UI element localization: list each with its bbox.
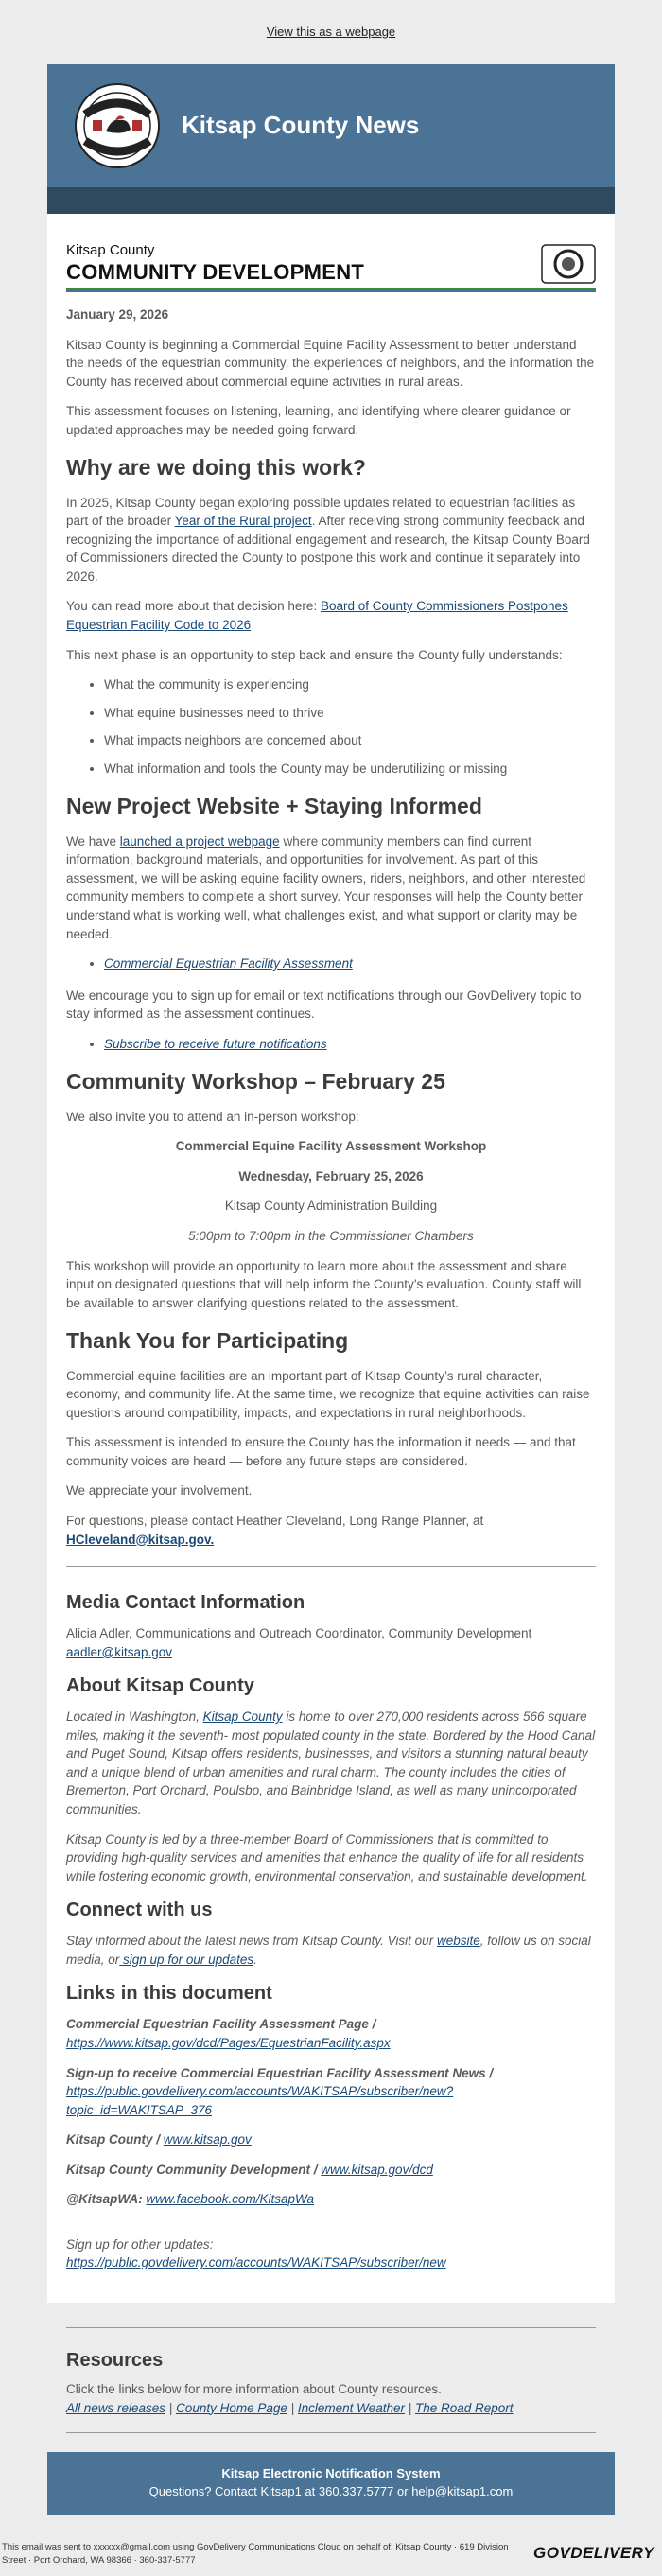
footer-spacer	[47, 2515, 615, 2532]
intro-paragraph-2: This assessment focuses on listening, learning, and identifying where clearer guidance or updated approaches may be needed going forward.	[66, 404, 571, 437]
link-entry	[66, 2015, 596, 2052]
footer-contact	[47, 2483, 615, 2501]
year-of-rural-link[interactable]: Year of the Rural project	[174, 514, 312, 529]
aadler-email-link[interactable]: aadler@kitsap.gov	[66, 1644, 173, 1659]
media-heading: Media Contact Information	[66, 1592, 305, 1614]
top-bar	[0, 0, 662, 64]
workshop-time: 5:00pm to 7:00pm in the Commissioner Chambers	[188, 1228, 474, 1243]
header-dark-band	[47, 187, 615, 214]
why-p1-text-b: . After receiving strong community feedback and recognizing the importance of additional engagement and research, the Kitsap County Board of Commissioners directed the County to postpone this work and continue it separately into 2026.	[66, 514, 590, 584]
inclement-weather-link[interactable]: Inclement Weather	[297, 2400, 405, 2415]
list-item	[104, 955, 596, 973]
workshop-invite: We also invite you to attend an in-person workshop:	[66, 1109, 359, 1124]
website-paragraph-2: We encourage you to sign up for email or text notifications through our GovDelivery topic to stay informed as the assessment continues.	[66, 988, 582, 1022]
assessment-link-list	[66, 955, 596, 973]
kitsap-county-link[interactable]: Kitsap County	[202, 1709, 283, 1725]
website-paragraph-1	[66, 832, 596, 943]
separator: |	[404, 2400, 415, 2415]
resources-section	[47, 2303, 615, 2452]
blue-rule	[66, 290, 596, 292]
signup-url-link[interactable]: https://public.govdelivery.com/accounts/WAKITSAP/subscriber/new	[66, 2255, 446, 2270]
about-paragraph-1	[66, 1708, 596, 1818]
govdelivery-logo[interactable]: GOVDELIVERY	[533, 2544, 654, 2563]
notification-footer	[47, 2452, 615, 2515]
department-seal-icon	[541, 244, 596, 284]
govdelivery-bottom-bar	[0, 2532, 662, 2576]
link-label: Commercial Equestrian Facility Assessment Page /	[66, 2017, 376, 2032]
list-item: • What the community is experiencing	[104, 675, 596, 694]
department-kicker: Kitsap County	[66, 242, 155, 258]
sent-to-line-1: This email was sent to xxxxxx@gmail.com using GovDelivery Communications Cloud on behalf of: Kitsap County · 619 Division	[2, 2541, 509, 2552]
website-p1-text-a: We have	[66, 833, 120, 849]
why-p1-text-a: In 2025, Kitsap County began exploring possible updates related to equestrian facilities as part of the broader	[66, 495, 576, 529]
about-paragraph-2: Kitsap County is led by a three-member Board of Commissioners that is committed to providing high-quality services and amenities that enhance the quality of life for all residents while fostering economic growth, environmental conservation, and sustainable development.	[66, 1831, 588, 1884]
why-p2-text: You can read more about that decision here:	[66, 599, 321, 614]
connect-text-c: .	[253, 1952, 257, 1967]
resources-heading: Resources	[66, 2350, 164, 2371]
list-item: • What equine businesses need to thrive	[104, 704, 596, 723]
about-p1-text-b: is home to over 270,000 residents across 566 square miles, making it the seventh- most populated county in the state. Bordered by the Hood Canal and Puget Sound, Kitsap offers residents, businesses, and visitors a stunning natural beauty and a unique blend of urban amenities and rural charm. The county includes the cities of Bremerton, Port Orchard, Poulsbo, and Bainbridge Island, as well as many unincorporated communities.	[66, 1709, 596, 1816]
why-paragraph-3: This next phase is an opportunity to step back and ensure the County fully understands:	[66, 647, 563, 662]
footer-contact-text: Questions? Contact Kitsap1 at 360.337.5777 or	[148, 2483, 412, 2498]
resources-bottom-divider	[66, 2432, 596, 2433]
link-label: @KitsapWA:	[66, 2192, 147, 2207]
about-heading: About Kitsap County	[66, 1675, 254, 1697]
resources-top-divider	[66, 2327, 596, 2328]
release-date: January 29, 2026	[66, 307, 169, 322]
news-header	[47, 64, 615, 187]
connect-heading: Connect with us	[66, 1900, 213, 1921]
link-url[interactable]: www.facebook.com/KitsapWa	[146, 2192, 314, 2207]
link-url[interactable]: https://public.govdelivery.com/accounts/WAKITSAP/subscriber/new?topic_id=WAKITSAP_376	[66, 2084, 454, 2117]
link-url[interactable]: https://www.kitsap.gov/dcd/Pages/EquestrianFacility.aspx	[66, 2035, 391, 2050]
list-item	[104, 1035, 596, 1054]
website-p1-text-b: where community members can find current information, background materials, and opportunities for involvement. As part of this assessment, we will be asking equine facility owners, riders, neighbors, and other interested community members to complete a short survey. Your responses will help the County better understand what is working well, what challenges exist, and what support or clarity may be needed.	[66, 833, 586, 941]
why-heading: Why are we doing this work?	[66, 455, 366, 481]
workshop-name: Commercial Equine Facility Assessment Workshop	[175, 1139, 487, 1154]
main-content	[47, 214, 615, 2303]
about-p1-text-a: Located in Washington,	[66, 1709, 203, 1725]
project-webpage-link[interactable]: launched a project webpage	[119, 833, 280, 849]
thanks-heading: Thank You for Participating	[66, 1328, 349, 1354]
link-entry	[66, 2190, 596, 2209]
section-divider	[66, 1566, 596, 1567]
website-link[interactable]: website	[436, 1934, 480, 1949]
thanks-paragraph-3: We appreciate your involvement.	[66, 1483, 253, 1498]
workshop-heading: Community Workshop – February 25	[66, 1069, 445, 1095]
sign-up-updates-link[interactable]: sign up for our updates	[119, 1952, 254, 1967]
hcleveland-email-link[interactable]: HCleveland@kitsap.gov.	[66, 1532, 215, 1547]
intro-paragraph-1: Kitsap County is beginning a Commercial Equine Facility Assessment to better understand the needs of the equestrian community, the experiences of neighbors, and the information the County has received about commercial equine activities in rural areas.	[66, 337, 595, 389]
link-entry	[66, 2161, 596, 2180]
assessment-page-link[interactable]: Commercial Equestrian Facility Assessment	[104, 956, 353, 972]
workshop-paragraph-2: This workshop will provide an opportunity to learn more about the assessment and share input on designated questions that will help inform the County’s evaluation. County staff will be available to answer clarifying questions related to the assessment.	[66, 1258, 582, 1310]
workshop-place: Kitsap County Administration Building	[224, 1199, 438, 1214]
workshop-date: Wednesday, February 25, 2026	[238, 1168, 424, 1183]
thanks-paragraph-1: Commercial equine facilities are an important part of Kitsap County’s rural character, economy, and community life. At the same time, we recognize that equine activities can raise questions around compatibility, impacts, and expectations in rural neighborhoods.	[66, 1368, 590, 1420]
sent-to-line-2: Street · Port Orchard, WA 98366 · 360-337-5777	[2, 2554, 196, 2566]
connect-paragraph	[66, 1932, 596, 1969]
kitsap-county-seal-logo	[74, 82, 161, 169]
signup-other-updates	[66, 2235, 596, 2272]
links-heading: Links in this document	[66, 1983, 272, 2005]
view-as-webpage-link[interactable]: View this as a webpage	[266, 24, 396, 39]
list-item: • What impacts neighbors are concerned about	[104, 731, 596, 750]
postpones-decision-link[interactable]: Board of County Commissioners Postpones Equestrian Facility Code to 2026	[66, 599, 568, 633]
resources-text: Click the links below for more information about County resources.	[66, 2382, 442, 2396]
department-title: COMMUNITY DEVELOPMENT	[66, 259, 365, 284]
notification-system-name: Kitsap Electronic Notification System	[221, 2466, 441, 2481]
contact-text: For questions, please contact Heather Cleveland, Long Range Planner, at	[66, 1513, 484, 1528]
department-header	[66, 240, 596, 284]
resources-links	[66, 2399, 596, 2418]
website-heading: New Project Website + Staying Informed	[66, 794, 482, 819]
road-report-link[interactable]: The Road Report	[414, 2400, 514, 2415]
email-container	[47, 64, 615, 2532]
subscribe-link-list	[66, 1035, 596, 1054]
sent-to-text	[2, 2541, 509, 2567]
connect-text-b: , follow us on social media, or	[66, 1934, 591, 1967]
media-contact	[66, 1624, 596, 1661]
newsletter-title: Kitsap County News	[182, 111, 420, 140]
link-url[interactable]: www.kitsap.gov/dcd	[321, 2162, 433, 2177]
subscribe-notifications-link[interactable]: Subscribe to receive future notifications	[104, 1036, 327, 1051]
all-news-releases-link[interactable]: All news releases	[66, 2400, 166, 2415]
signup-label: Sign up for other updates:	[66, 2236, 214, 2252]
separator: |	[166, 2400, 177, 2415]
link-entry	[66, 2064, 596, 2120]
why-paragraph-1	[66, 494, 596, 587]
thanks-paragraph-4	[66, 1512, 596, 1549]
connect-text-a: Stay informed about the latest news from Kitsap County. Visit our	[66, 1934, 437, 1949]
help-email-link[interactable]: help@kitsap1.com	[411, 2483, 514, 2498]
link-label: Kitsap County Community Development /	[66, 2162, 322, 2177]
link-entry	[66, 2130, 596, 2149]
separator: |	[287, 2400, 298, 2415]
link-url[interactable]: www.kitsap.gov	[163, 2132, 252, 2147]
understanding-list	[66, 675, 596, 778]
why-paragraph-2	[66, 597, 596, 634]
thanks-paragraph-2: This assessment is intended to ensure the County has the information it needs — and that community voices are heard — before any future steps are considered.	[66, 1435, 576, 1468]
link-label: Kitsap County /	[66, 2132, 164, 2147]
county-home-page-link[interactable]: County Home Page	[176, 2400, 287, 2415]
link-label: Sign-up to receive Commercial Equestrian Facility Assessment News /	[66, 2065, 494, 2080]
media-contact-text: Alicia Adler, Communications and Outreach Coordinator, Community Development	[66, 1626, 532, 1641]
list-item: • What information and tools the County may be underutilizing or missing	[104, 760, 596, 779]
